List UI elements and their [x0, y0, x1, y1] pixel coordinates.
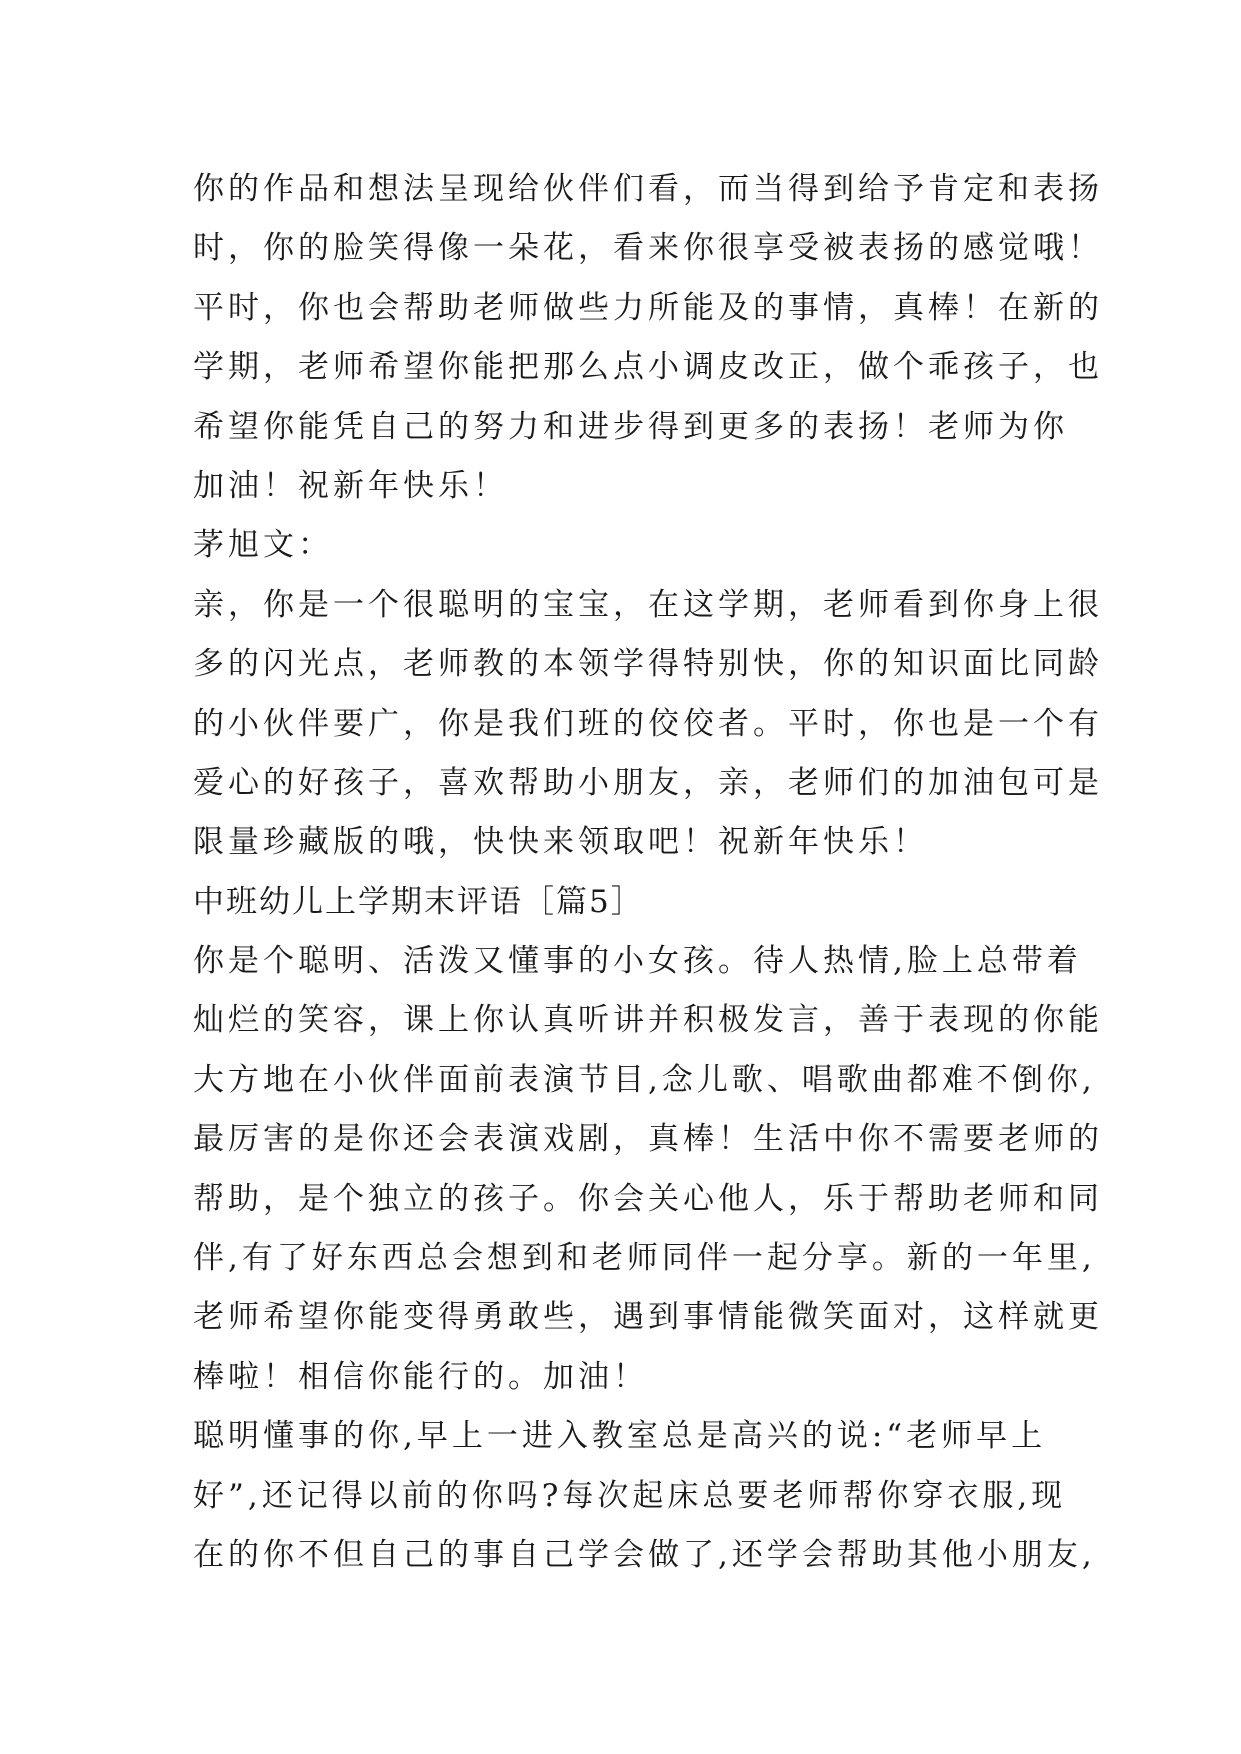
- text-line: 好”,还记得以前的你吗?每次起床总要老师帮你穿衣服,现: [193, 1477, 1067, 1514]
- text-line: 平时，你也会帮助老师做些力所能及的事情，真棒！在新的: [193, 289, 1103, 326]
- text-line: 在的你不但自己的事自己学会做了,还学会帮助其他小朋友,: [193, 1536, 1096, 1573]
- text-line: 老师希望你能变得勇敢些，遇到事情能微笑面对，这样就更: [193, 1299, 1103, 1336]
- text-line: 大方地在小伙伴面前表演节目,念儿歌、唱歌曲都难不倒你,: [193, 1061, 1096, 1098]
- text-line: 你的作品和想法呈现给伙伴们看，而当得到给予肯定和表扬: [193, 171, 1103, 207]
- text-line: 最厉害的是你还会表演戏剧，真棒！生活中你不需要老师的: [193, 1121, 1103, 1158]
- text-line: 帮助，是个独立的孩子。你会关心他人，乐于帮助老师和同: [193, 1180, 1103, 1217]
- text-line: 学期，老师希望你能把那么点小调皮改正，做个乖孩子，也: [193, 349, 1103, 386]
- text-line: 聪明懂事的你,早上一进入教室总是高兴的说:“老师早上: [193, 1418, 1047, 1455]
- text-line: 加油！祝新年快乐！: [193, 467, 508, 504]
- text-line: 灿烂的笑容，课上你认真听讲并积极发言，善于表现的你能: [193, 1002, 1103, 1039]
- text-line: 时，你的脸笑得像一朵花，看来你很享受被表扬的感觉哦！: [193, 230, 1103, 267]
- text-line: 你是个聪明、活泼又懂事的小女孩。待人热情,脸上总带着: [193, 943, 1082, 980]
- text-line: 爱心的好孩子，喜欢帮助小朋友，亲，老师们的加油包可是: [193, 764, 1103, 801]
- text-line: 的小伙伴要广，你是我们班的佼佼者。平时，你也是一个有: [193, 705, 1103, 742]
- section-heading: 中班幼儿上学期末评语［篇5］: [193, 883, 644, 920]
- text-line: 伴,有了好东西总会想到和老师同伴一起分享。新的一年里,: [193, 1240, 1096, 1277]
- student-name-heading: 茅旭文：: [193, 527, 333, 564]
- document-body: [193, 160, 1103, 1585]
- text-line: 多的闪光点，老师教的本领学得特别快，你的知识面比同龄: [193, 646, 1103, 683]
- text-line: 亲，你是一个很聪明的宝宝，在这学期，老师看到你身上很: [193, 586, 1103, 623]
- text-line: 希望你能凭自己的努力和进步得到更多的表扬！老师为你: [193, 408, 1068, 445]
- text-line: 限量珍藏版的哦，快快来领取吧！祝新年快乐！: [193, 824, 928, 861]
- text-line: 棒啦！相信你能行的。加油！: [193, 1358, 648, 1395]
